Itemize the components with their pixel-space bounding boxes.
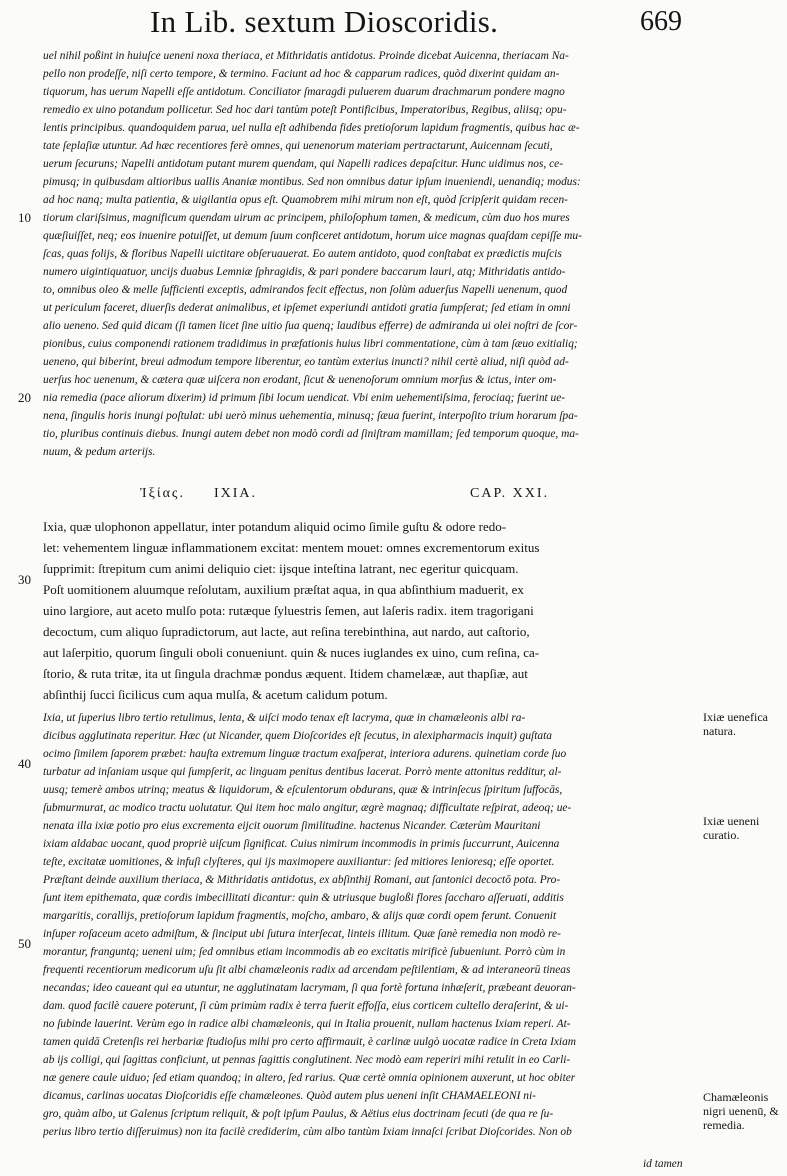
text-line: tiquorum, has uerum Napelli eſſe antidotum. Conciliator ſmaragdi puluerem duarum drachmarum pondere magno — [43, 86, 565, 98]
text-line: uerum ſecuruns; Napelli antidotum putant murem quendam, qui Napelli radices depaſcitur. Hunc uidimus nos, ce- — [43, 158, 564, 170]
text-line: numero uigintiquatuor, uncijs duabus Lemniæ ſphragidis, & pari pondere baccarum lauri, atq; Mithridatis antido- — [43, 266, 566, 278]
text-line: perius libro tertio diſſeruimus) non ita facilè crediderim, cùm albo tantùm Ixiam innaſci ſcribat Dioſcorides. Non ob — [43, 1126, 572, 1138]
text-line: uino largiore, aut aceto mulſo pota: rutæque ſyluestris ſemen, aut laſeris radix. item tragorigani — [43, 603, 534, 618]
text-line: ad hoc nanq; multa patientia, & uigilantia opus eſt. Quamobrem mihi mirum non eſt, quòd ſcripſerit quidam recen- — [43, 194, 568, 206]
text-line: nena, ſingulis horis inungi poſtulat: ubi uerò minus uehementia, minusq; ſæua fuerint, interpoſito trium horarum ſpa- — [43, 410, 578, 422]
text-line: nenata illa ixiæ potio pro eius excrementa eijcit ouorum ſimilitudine. hactenus Nicander. Cæterùm Mauritani — [43, 820, 541, 832]
page-number: 669 — [640, 6, 682, 37]
text-line: uel nihil poßint in huiuſce ueneni noxa theriaca, et Mithridatis antidotus. Proinde dicebat Auicenna, theriacam Na- — [43, 50, 569, 62]
text-line: ixiam aldabac uocant, quod propriè uiſcum ſignificat. Cuius nimirum incommodis in primis ſuccurrunt, Auicenna — [43, 838, 560, 850]
text-line: nuum, & pedum arterijs. — [43, 446, 156, 458]
text-line: ſtorio, & ruta tritæ, ita ut ſingula drachmæ pondus æquent. Itidem chamelææ, aut thapſiæ, aut — [43, 666, 528, 681]
text-line: ut periculum faceret, diuerſis dederat animalibus, et ipſemet experiundi antidoti gratia ſumpſerat; ſed etiam in omni — [43, 302, 571, 314]
line-number: 10 — [18, 210, 31, 225]
line-number: 50 — [18, 936, 31, 951]
text-line: to, omnibus oleo & melle ſufficienti exceptis, admirandos fecit effectus, non ſolùm aduerſus Napelli uenenum, quod — [43, 284, 568, 296]
page-header — [0, 0, 787, 44]
line-number: 30 — [18, 572, 31, 587]
line-number: 40 — [18, 756, 31, 771]
text-line: pimusq; in quibusdam altioribus uallis Ananiæ montibus. Sed non omnibus datur ipſum inueniendi, uenandiq; modus: — [43, 176, 581, 188]
text-line: tiorum clariſsimus, magnificum quendam uirum ac principem, philoſophum tamen, & medicum, cùm duo hos mures — [43, 212, 570, 224]
text-line: tio, pluribus continuis diebus. Inungi autem debet non modò cordi ad ſiniſtram mamillam; ſed temporum quoque, ma- — [43, 428, 579, 440]
text-line: teſte, excitatæ uomitiones, & infuſi clyſteres, qui ijs maximopere auxiliantur: ſed mitiores lenioresq; eſſe oportet. — [43, 856, 555, 868]
text-line: dicamus, carlinas uocatas Dioſcoridis eſſe chamæleones. Quòd autem plus ueneni inſit CHAMAELEONI ni- — [43, 1090, 536, 1102]
text-line: tamen quidā Cretenſis rei herbariæ ſtudioſus mihi pro certo affirmauit, è carlinæ uulgò uocatæ radice in Creta Ixiam — [43, 1036, 577, 1048]
text-line: tate ſeplaſiæ utuntur. Ad hæc recentiores ferè omnes, qui uenenorum materiam pertractarunt, Auicennam ſecuti, — [43, 140, 553, 152]
text-line: Poſt uomitionem aluumque reſolutam, auxilium præſtat aqua, in qua abſinthium maduerit, ex — [43, 582, 524, 597]
greek-name: Ἰξίας. — [140, 486, 185, 501]
text-line: ſunt item epithemata, quæ cordis imbecillitati dicantur: quin & utriusque bugloßi flores ſaccharo aſſeruati, additis — [43, 892, 564, 904]
text-line: ueneno, qui biberint, breui admodum tempore liberentur, eo tantùm exterius inuncti? nihil certè aliud, niſi quòd ad- — [43, 356, 569, 368]
text-line: pello non prodeſſe, niſi certo tempore, & termino. Faciunt ad hoc & capparum radices, quòd dixerint quidam an- — [43, 68, 560, 80]
text-line: morantur, franguntq; ueneni uim; ſed omnibus etiam incommodis ab eo excitatis mirificè ſubueniunt. Porrò cùm in — [43, 946, 566, 958]
text-line: alio ueneno. Sed quid dicam (ſi tamen licet ſine uitio ſua quenq; laudibus efferre) de admiranda ui olei noſtri de ſcor- — [43, 320, 578, 332]
marginal-note: Ixiæ uenefica natura. — [703, 710, 768, 738]
text-line: decoctum, cum aliquo ſupradictorum, aut lacte, aut reſina terebinthina, aut nardo, aut caſtorio, — [43, 624, 530, 639]
text-line: lentis principibus. quandoquidem parua, uel nulla eſt adhibenda fides pretioſorum lapidum fragmentis, quibus hac æ- — [43, 122, 580, 134]
text-line: ab ijs colligi, qui ſagittas conficiunt, ut pennas ſagittis conglutinent. Nec modò eam reperiri mihi retulit in eo Carli- — [43, 1054, 571, 1066]
text-line: ſupprimit: ſtrepitum cum animi deliquio ciet: ijsque inteſtina latrant, nec egeritur quicquam. — [43, 561, 519, 576]
text-line: quæſiuiſſet, neq; eos inuenire potuiſſet, ut demum ſuum conficeret antidotum, horum uice magnas quaſdam cepiſſe mu- — [43, 230, 582, 242]
text-line: ocimo ſimilem ſaporem præbet: hauſta extremum linguæ tractum exaſperat, interiora adurens. quinetiam corde ſuo — [43, 748, 567, 760]
text-line: margaritis, corallijs, pretioſorum lapidum fragmentis, moſcho, ambaro, & alijs quæ cordi opem ferunt. Conuenit — [43, 910, 557, 922]
text-line: dicibus agglutinata reperitur. Hæc (ut Nicander, quem Dioſcorides eſt ſecutus, in alexipharmacis inquit) guſtata — [43, 730, 552, 742]
text-line: necandas; ideo caueant qui ea utuntur, ne agglutinatam lacrymam, ſi qua fortè fortuna inhæſerit, præbeant deuoran- — [43, 982, 576, 994]
text-line: inſuper roſaceum aceto admiſtum, & ſinciput ubi ſutura interſecat, linteis illitum. Quæ ſanè remedia non modò re- — [43, 928, 561, 940]
text-line: abſinthij ſucci ſicilicus cum aqua mulſa, & acetum calidum potum. — [43, 687, 388, 702]
chapter-number: CAP. XXI. — [470, 486, 550, 501]
text-line: nia remedia (pace aliorum dixerim) id primum ſibi locum uendicat. Vbi enim uehementiſsima, ferociaq; fuerint ue- — [43, 392, 566, 404]
text-line: gro, quàm albo, ut Galenus ſcriptum reliquit, & poſt ipſum Paulus, & Aëtius eius doctrinam ſecuti (de qua re ſu- — [43, 1108, 554, 1120]
text-line: ſubmurmurat, ac modico tractu uolutatur. Qui item hoc malo angitur, ægrè magnaq; difficultate reſpirat, adeoq; ue- — [43, 802, 572, 814]
text-line: dam. quod facilè cauere poterunt, ſi cùm primùm radix è terra fuerit effoſſa, eius corticem cultello deraſerint, & ui- — [43, 1000, 569, 1012]
text-line: no ſubinde lauerint. Verùm ego in radice albi chamæleonis, qui in Italia prouenit, nullam hactenus Ixiam reperi. At- — [43, 1018, 571, 1030]
chapter-heading — [0, 486, 787, 506]
text-line: remedio ex uino potandum pollicetur. Sed hoc dari tantùm poteſt Pontificibus, Imperatoribus, Regibus, aliisq; opu- — [43, 104, 567, 116]
text-line — [43, 1142, 693, 1159]
catchword: id tamen — [643, 1158, 683, 1170]
text-line: pionibus, cuius componendi rationem tradidimus in præfationis huius libri commentatione, cùm à tam ſæuo exitialiq; — [43, 338, 578, 350]
text-line: turbatur ad inſaniam usque qui ſumpſerit, ac linguam penitus dentibus lacerat. Porrò mente attonitus redditur, al- — [43, 766, 562, 778]
latin-name: IXIA. — [214, 486, 258, 501]
text-line: uusq; temerè ambos utrinq; meatus & liquidorum, & eſculentorum obdurans, quæ & intrinſecus ſpiritum ſuffocās, — [43, 784, 563, 796]
text-line: Ixia, ut ſuperius libro tertio retulimus, lenta, & uiſci modo tenax eſt lacryma, quæ in chamæleonis albi ra- — [43, 712, 526, 724]
text-line: frequenti recentiorum medicorum uſu ſit albi chamæleonis radix ad arcendam peſtilentiam, & ad interaneorū tineas — [43, 964, 571, 976]
text-line: uerſus hoc uenenum, & cætera quæ uiſcera non erodant, ſicut & uenenoſorum omnium morſus & ictus, inter om- — [43, 374, 557, 386]
text-line: let: vehementem linguæ inflammationem excitat: mentem mouet: omnes excrementorum exitus — [43, 540, 540, 555]
running-title: In Lib. sextum Dioscoridis. — [150, 4, 499, 39]
text-line: Præſtant deinde auxilium theriaca, & Mithridatis antidotus, ex abſinthij Romani, aut ſantonici decoctō pota. Pro- — [43, 874, 561, 886]
text-line: Ixia, quæ ulophonon appellatur, inter potandum aliquid ocimo ſimile guſtu & odore redo- — [43, 519, 507, 534]
line-number: 20 — [18, 390, 31, 405]
marginal-note: Chamæleonis nigri uenenū, & remedia. — [703, 1090, 779, 1132]
text-line: ſcas, quas folijs, & floribus Napelli uictitare obſeruauerat. Eo autem antidoto, quod conſtabat ex prædictis muſcis — [43, 248, 562, 260]
text-line: næ genere caule uiduo; ſed etiam quandoq; in altero, ſed rarius. Quæ certè omnia opinionem auxerunt, ut hoc obiter — [43, 1072, 576, 1084]
text-line: aut laſerpitio, quorum ſinguli oboli conueniunt. quin & nuces iuglandes ex uino, cum reſina, ca- — [43, 645, 540, 660]
marginal-note: Ixiæ ueneni curatio. — [703, 814, 760, 842]
